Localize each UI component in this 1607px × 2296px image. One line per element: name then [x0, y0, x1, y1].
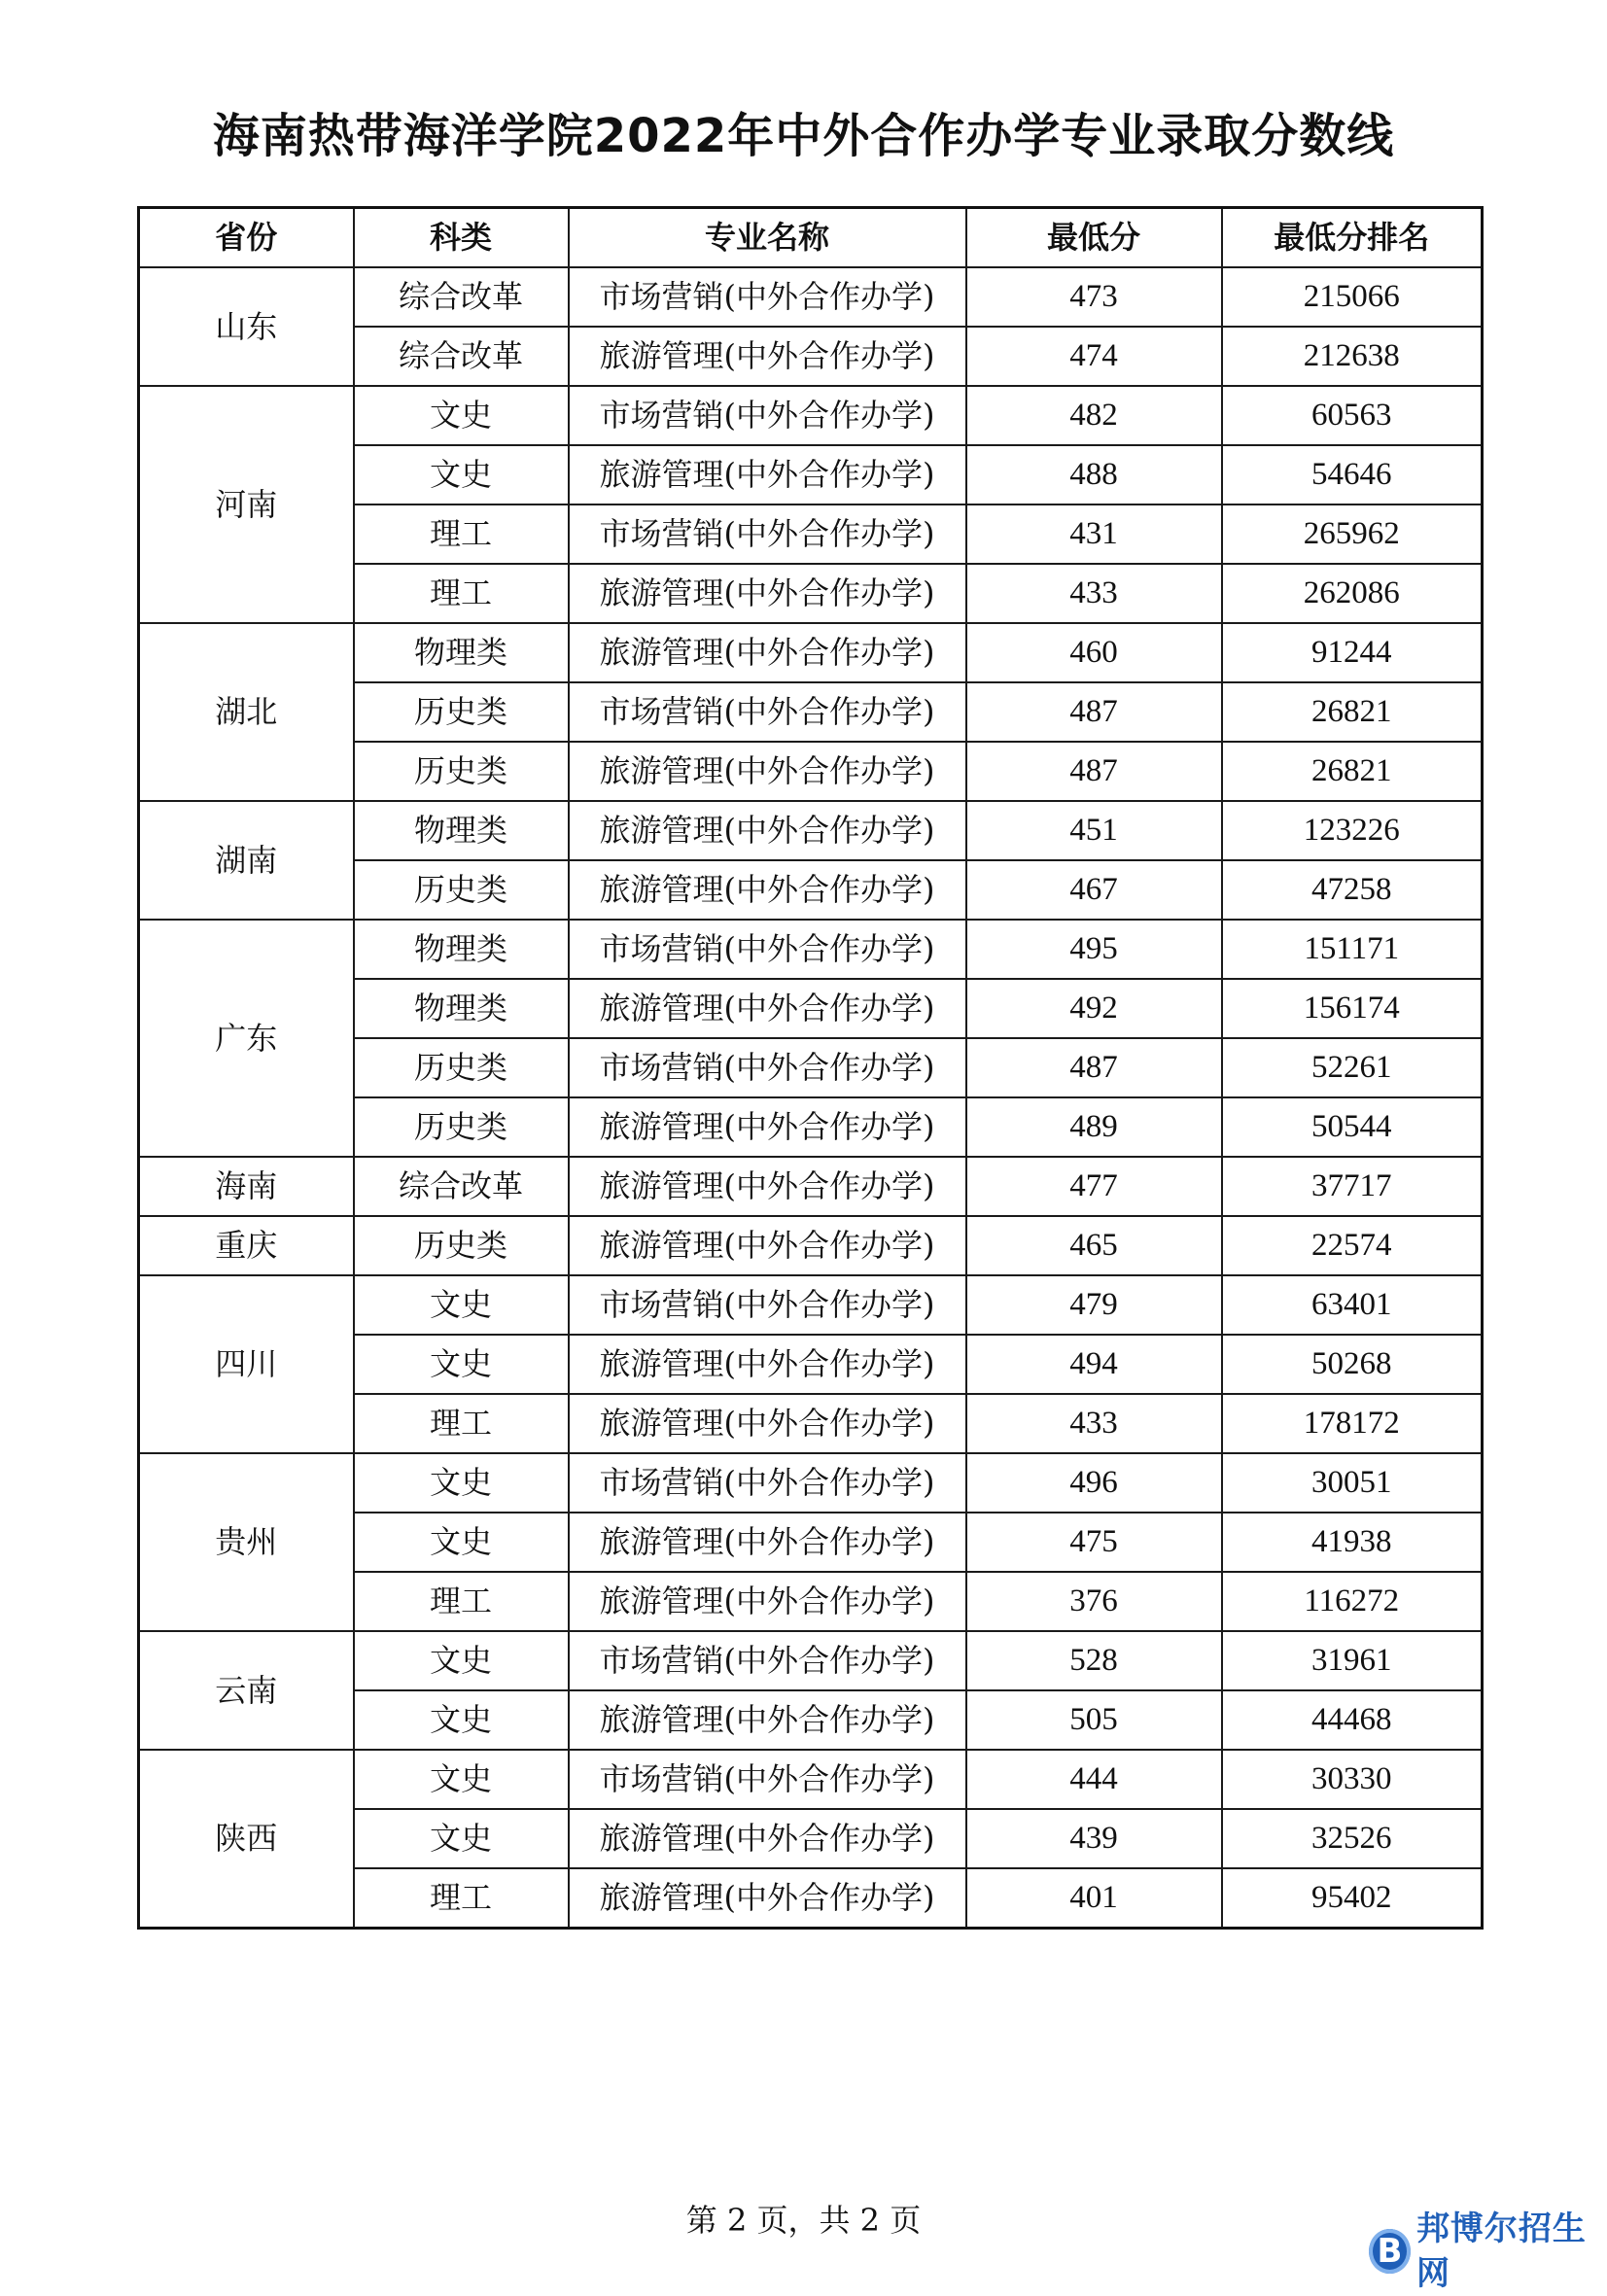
min-score-cell: 444	[966, 1750, 1222, 1809]
min-score-cell: 474	[966, 327, 1222, 386]
major-cell: 市场营销(中外合作办学)	[569, 1275, 966, 1335]
rank-cell: 41938	[1222, 1513, 1483, 1572]
table-row	[139, 1157, 1483, 1216]
rank-cell: 156174	[1222, 979, 1483, 1038]
min-score-cell: 494	[966, 1335, 1222, 1394]
table-row	[139, 1216, 1483, 1275]
table-row	[139, 386, 1483, 445]
header-min-score: 最低分	[966, 208, 1222, 268]
min-score-cell: 489	[966, 1097, 1222, 1157]
watermark-logo-icon: B	[1369, 2229, 1411, 2274]
watermark-text: 邦博尔招生网	[1415, 2209, 1587, 2293]
min-score-cell: 487	[966, 682, 1222, 742]
category-cell: 文史	[354, 1275, 569, 1335]
category-cell: 物理类	[354, 979, 569, 1038]
category-cell: 文史	[354, 1335, 569, 1394]
min-score-cell: 431	[966, 504, 1222, 564]
table-body	[139, 267, 1483, 1929]
major-cell: 市场营销(中外合作办学)	[569, 920, 966, 979]
min-score-cell: 475	[966, 1513, 1222, 1572]
category-cell: 文史	[354, 1453, 569, 1513]
rank-cell: 37717	[1222, 1157, 1483, 1216]
min-score-cell: 492	[966, 979, 1222, 1038]
category-cell: 理工	[354, 1868, 569, 1929]
min-score-cell: 487	[966, 1038, 1222, 1097]
rank-cell: 44468	[1222, 1690, 1483, 1750]
rank-cell: 50268	[1222, 1335, 1483, 1394]
table-row	[139, 1631, 1483, 1690]
admission-score-table	[137, 206, 1484, 1930]
min-score-cell: 479	[966, 1275, 1222, 1335]
major-cell: 旅游管理(中外合作办学)	[569, 1394, 966, 1453]
table-row	[139, 1453, 1483, 1513]
rank-cell: 178172	[1222, 1394, 1483, 1453]
rank-cell: 26821	[1222, 742, 1483, 801]
rank-cell: 63401	[1222, 1275, 1483, 1335]
major-cell: 市场营销(中外合作办学)	[569, 1453, 966, 1513]
site-watermark	[1369, 2207, 1607, 2296]
rank-cell: 47258	[1222, 860, 1483, 920]
major-cell: 旅游管理(中外合作办学)	[569, 1157, 966, 1216]
province-cell: 贵州	[139, 1453, 354, 1631]
rank-cell: 95402	[1222, 1868, 1483, 1929]
province-cell: 山东	[139, 267, 354, 386]
category-cell: 历史类	[354, 1097, 569, 1157]
major-cell: 旅游管理(中外合作办学)	[569, 1216, 966, 1275]
table-row	[139, 920, 1483, 979]
category-cell: 理工	[354, 564, 569, 623]
rank-cell: 32526	[1222, 1809, 1483, 1868]
province-cell: 重庆	[139, 1216, 354, 1275]
rank-cell: 50544	[1222, 1097, 1483, 1157]
category-cell: 文史	[354, 1750, 569, 1809]
major-cell: 旅游管理(中外合作办学)	[569, 1809, 966, 1868]
min-score-cell: 487	[966, 742, 1222, 801]
category-cell: 物理类	[354, 920, 569, 979]
category-cell: 理工	[354, 1394, 569, 1453]
rank-cell: 26821	[1222, 682, 1483, 742]
major-cell: 市场营销(中外合作办学)	[569, 504, 966, 564]
category-cell: 文史	[354, 1690, 569, 1750]
major-cell: 旅游管理(中外合作办学)	[569, 327, 966, 386]
min-score-cell: 401	[966, 1868, 1222, 1929]
major-cell: 旅游管理(中外合作办学)	[569, 979, 966, 1038]
rank-cell: 30051	[1222, 1453, 1483, 1513]
category-cell: 综合改革	[354, 327, 569, 386]
province-cell: 广东	[139, 920, 354, 1157]
rank-cell: 30330	[1222, 1750, 1483, 1809]
min-score-cell: 467	[966, 860, 1222, 920]
category-cell: 文史	[354, 1809, 569, 1868]
province-cell: 河南	[139, 386, 354, 623]
rank-cell: 91244	[1222, 623, 1483, 682]
min-score-cell: 482	[966, 386, 1222, 445]
category-cell: 历史类	[354, 1038, 569, 1097]
province-cell: 海南	[139, 1157, 354, 1216]
min-score-cell: 460	[966, 623, 1222, 682]
min-score-cell: 465	[966, 1216, 1222, 1275]
category-cell: 物理类	[354, 801, 569, 860]
rank-cell: 52261	[1222, 1038, 1483, 1097]
category-cell: 综合改革	[354, 267, 569, 327]
header-category: 科类	[354, 208, 569, 268]
rank-cell: 151171	[1222, 920, 1483, 979]
major-cell: 市场营销(中外合作办学)	[569, 1038, 966, 1097]
category-cell: 历史类	[354, 682, 569, 742]
table-row	[139, 1750, 1483, 1809]
category-cell: 文史	[354, 445, 569, 504]
rank-cell: 116272	[1222, 1572, 1483, 1631]
page-footer: 第 2 页，共 2 页	[685, 2202, 922, 2239]
category-cell: 理工	[354, 1572, 569, 1631]
rank-cell: 54646	[1222, 445, 1483, 504]
table-row	[139, 801, 1483, 860]
min-score-cell: 473	[966, 267, 1222, 327]
header-province: 省份	[139, 208, 354, 268]
category-cell: 文史	[354, 1513, 569, 1572]
min-score-cell: 495	[966, 920, 1222, 979]
min-score-cell: 451	[966, 801, 1222, 860]
major-cell: 市场营销(中外合作办学)	[569, 1631, 966, 1690]
rank-cell: 215066	[1222, 267, 1483, 327]
min-score-cell: 376	[966, 1572, 1222, 1631]
rank-cell: 22574	[1222, 1216, 1483, 1275]
rank-cell: 31961	[1222, 1631, 1483, 1690]
header-rank: 最低分排名	[1222, 208, 1483, 268]
category-cell: 物理类	[354, 623, 569, 682]
min-score-cell: 433	[966, 564, 1222, 623]
table-row	[139, 623, 1483, 682]
major-cell: 市场营销(中外合作办学)	[569, 267, 966, 327]
category-cell: 理工	[354, 504, 569, 564]
rank-cell: 265962	[1222, 504, 1483, 564]
table-header-row	[139, 208, 1483, 268]
major-cell: 旅游管理(中外合作办学)	[569, 1572, 966, 1631]
province-cell: 湖北	[139, 623, 354, 801]
major-cell: 旅游管理(中外合作办学)	[569, 1690, 966, 1750]
category-cell: 历史类	[354, 742, 569, 801]
major-cell: 市场营销(中外合作办学)	[569, 1750, 966, 1809]
category-cell: 文史	[354, 1631, 569, 1690]
category-cell: 综合改革	[354, 1157, 569, 1216]
category-cell: 历史类	[354, 1216, 569, 1275]
category-cell: 文史	[354, 386, 569, 445]
province-cell: 湖南	[139, 801, 354, 920]
table-row	[139, 267, 1483, 327]
major-cell: 旅游管理(中外合作办学)	[569, 742, 966, 801]
major-cell: 旅游管理(中外合作办学)	[569, 1513, 966, 1572]
rank-cell: 60563	[1222, 386, 1483, 445]
header-major: 专业名称	[569, 208, 966, 268]
min-score-cell: 433	[966, 1394, 1222, 1453]
major-cell: 旅游管理(中外合作办学)	[569, 1335, 966, 1394]
min-score-cell: 496	[966, 1453, 1222, 1513]
min-score-cell: 439	[966, 1809, 1222, 1868]
major-cell: 旅游管理(中外合作办学)	[569, 860, 966, 920]
page-title: 海南热带海洋学院2022年中外合作办学专业录取分数线	[212, 109, 1395, 163]
major-cell: 市场营销(中外合作办学)	[569, 386, 966, 445]
province-cell: 云南	[139, 1631, 354, 1750]
table-row	[139, 1275, 1483, 1335]
rank-cell: 123226	[1222, 801, 1483, 860]
major-cell: 旅游管理(中外合作办学)	[569, 1097, 966, 1157]
rank-cell: 212638	[1222, 327, 1483, 386]
major-cell: 旅游管理(中外合作办学)	[569, 564, 966, 623]
min-score-cell: 528	[966, 1631, 1222, 1690]
major-cell: 旅游管理(中外合作办学)	[569, 445, 966, 504]
min-score-cell: 477	[966, 1157, 1222, 1216]
min-score-cell: 488	[966, 445, 1222, 504]
major-cell: 旅游管理(中外合作办学)	[569, 1868, 966, 1929]
province-cell: 陕西	[139, 1750, 354, 1929]
rank-cell: 262086	[1222, 564, 1483, 623]
province-cell: 四川	[139, 1275, 354, 1453]
major-cell: 旅游管理(中外合作办学)	[569, 801, 966, 860]
major-cell: 旅游管理(中外合作办学)	[569, 623, 966, 682]
category-cell: 历史类	[354, 860, 569, 920]
min-score-cell: 505	[966, 1690, 1222, 1750]
major-cell: 市场营销(中外合作办学)	[569, 682, 966, 742]
